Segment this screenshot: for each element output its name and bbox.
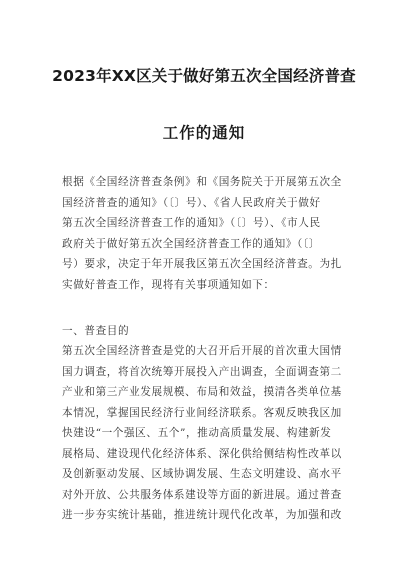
paragraph-line: 进一步夯实统计基础，推进统计现代化改革，为加强和改 <box>62 509 342 521</box>
paragraph-line: 产业和第三产业发展规模、布局和效益，摸清各类单位基 <box>62 386 342 398</box>
paragraph-line: 根据《全国经济普查条例》和《国务院关于开展第五次全 <box>62 176 342 188</box>
document-title-line-1: 2023年XX区关于做好第五次全国经济普查 <box>52 67 356 85</box>
paragraph-line: 及创新驱动发展、区域协调发展、生态文明建设、高水平 <box>62 468 342 480</box>
paragraph-line: 第五次全国经济普查工作的通知》（〔〕号）、《市人民 <box>62 217 321 229</box>
paragraph-line: 本情况，掌握国民经济行业间经济联系。客观反映我区加 <box>62 406 342 419</box>
paragraph-line: 对外开放、公共服务体系建设等方面的新进展。通过普查 <box>62 488 342 501</box>
paragraph-line: 国力调查，将首次统筹开展投入产出调查，全面调查第二 <box>62 365 342 378</box>
document-title-line-2: 工作的通知 <box>162 124 246 142</box>
paragraph-intro <box>62 172 354 295</box>
paragraph-line: 实做好普查工作，现将有关事项通知如下： <box>62 278 275 291</box>
paragraph-line: 政府关于做好第五次全国经济普查工作的通知》（〔〕 <box>62 237 321 250</box>
paragraph-line: 号）要求，决定于年开展我区第五次全国经济普查。为扎 <box>62 258 342 270</box>
paragraph-line: 国经济普查的通知》（〔〕号）、《省人民政府关于做好 <box>62 196 321 209</box>
section-heading-purpose: 一、普查目的 <box>62 325 130 337</box>
paragraph-line: 快建设“一个强区、五个”，推动高质量发展、构建新发 <box>62 427 332 439</box>
paragraph-line: 第五次全国经济普查是党的大召开后开展的首次重大国情 <box>62 345 342 357</box>
paragraph-purpose <box>62 341 354 526</box>
paragraph-line: 展格局、建设现代化经济体系、深化供给侧结构性改革以 <box>62 447 342 460</box>
